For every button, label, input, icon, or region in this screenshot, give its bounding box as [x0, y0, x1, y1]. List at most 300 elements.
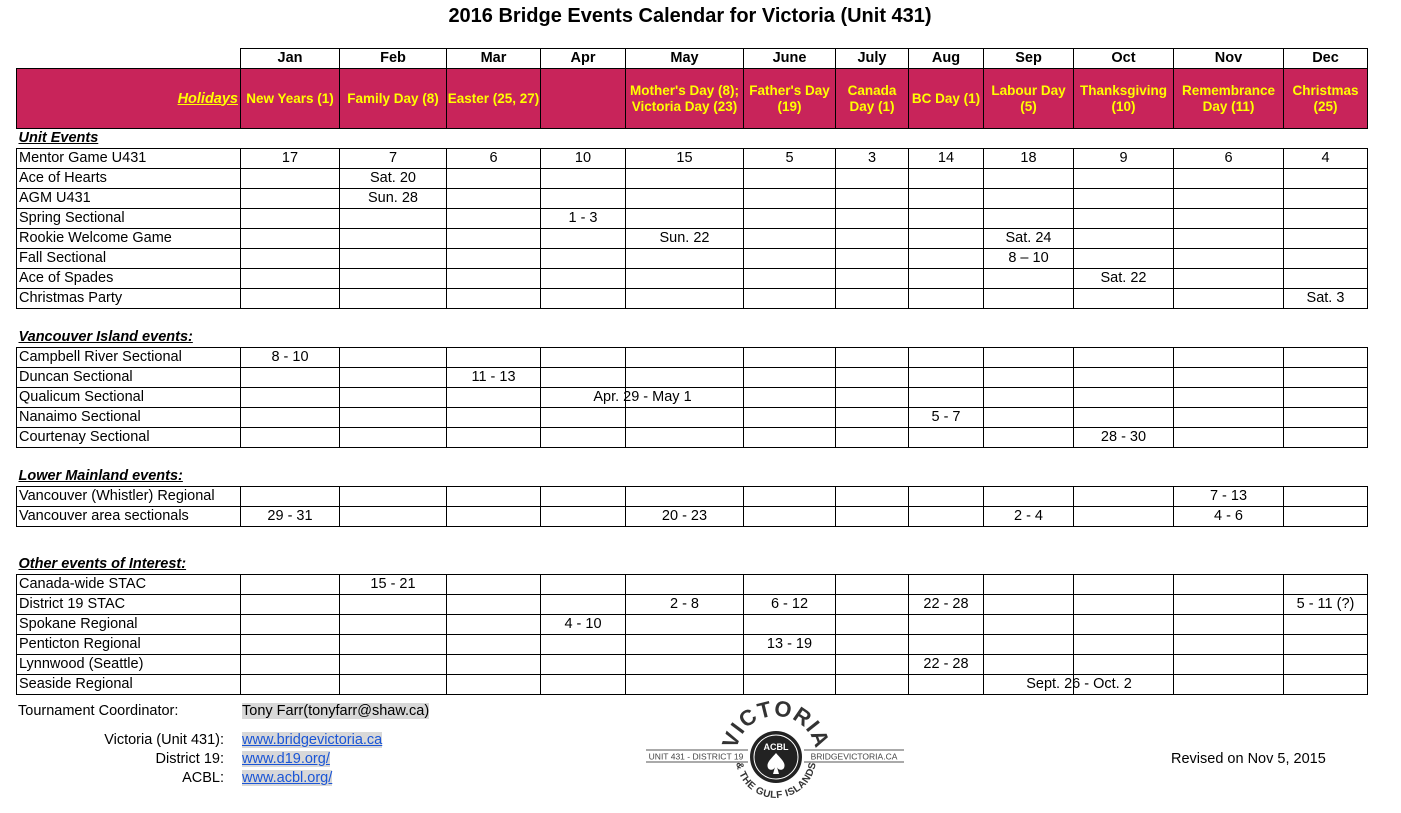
event-date-cell: [541, 368, 626, 388]
event-name: AGM U431: [17, 189, 241, 209]
district-label: District 19:: [155, 751, 224, 767]
event-date-cell: 6 - 12: [744, 595, 836, 615]
event-date-cell: Sun. 28: [340, 189, 447, 209]
event-date-cell: [836, 289, 909, 309]
event-date-cell: [447, 428, 541, 448]
event-date-cell: [1074, 575, 1174, 595]
event-date-cell: [1074, 249, 1174, 269]
event-date-cell: [836, 249, 909, 269]
event-date-cell: [626, 249, 744, 269]
event-date-cell: [909, 575, 984, 595]
holiday-cell: Canada Day (1): [836, 69, 909, 129]
section-heading-row: [17, 467, 1368, 487]
event-date-cell: [626, 635, 744, 655]
event-date-cell: [836, 408, 909, 428]
event-date-cell: [241, 169, 340, 189]
event-date-cell: [447, 269, 541, 289]
event-date-cell: [447, 408, 541, 428]
event-date-cell: [1284, 388, 1368, 408]
event-date-cell: [984, 348, 1074, 368]
spacer-cell: [17, 448, 1368, 468]
event-date-cell: [447, 348, 541, 368]
event-date-cell: [744, 575, 836, 595]
event-date-cell: [1174, 348, 1284, 368]
event-row: [17, 289, 1368, 309]
event-date-cell: [836, 348, 909, 368]
event-date-cell: 4 - 6: [1174, 507, 1284, 527]
event-date-cell: [836, 189, 909, 209]
event-date-cell: [340, 368, 447, 388]
event-date-cell: [541, 428, 626, 448]
header-blank: [17, 49, 241, 69]
event-date-cell: [984, 408, 1074, 428]
event-date-cell: 18: [984, 149, 1074, 169]
event-date-cell: 13 - 19: [744, 635, 836, 655]
event-date-cell: [1074, 507, 1174, 527]
event-date-cell: [340, 269, 447, 289]
event-date-cell: [909, 269, 984, 289]
event-date-cell: [541, 169, 626, 189]
event-date-cell: [1174, 209, 1284, 229]
event-date-cell: [447, 487, 541, 507]
event-date-cell: [1174, 408, 1284, 428]
holiday-cell: Thanksgiving (10): [1074, 69, 1174, 129]
event-date-cell: [1284, 675, 1368, 695]
event-date-cell: [984, 595, 1074, 615]
event-date-cell: [984, 635, 1074, 655]
event-date-cell: [340, 408, 447, 428]
event-date-cell: 4: [1284, 149, 1368, 169]
month-header: Jan: [241, 49, 340, 69]
event-date-cell: [340, 249, 447, 269]
event-date-cell: [626, 348, 744, 368]
event-date-cell: [1074, 595, 1174, 615]
event-date-cell: [836, 388, 909, 408]
event-date-cell: 5 - 11 (?): [1284, 595, 1368, 615]
holiday-cell: Christmas (25): [1284, 69, 1368, 129]
event-date-cell: Sat. 20: [340, 169, 447, 189]
event-date-cell: [447, 169, 541, 189]
event-date-cell: [984, 209, 1074, 229]
event-date-cell: [744, 209, 836, 229]
event-date-cell: [447, 507, 541, 527]
event-date-cell: [1074, 169, 1174, 189]
event-date-cell: [744, 428, 836, 448]
event-date-cell: [541, 635, 626, 655]
event-date-cell: [626, 575, 744, 595]
event-date-cell: [909, 615, 984, 635]
event-row: [17, 487, 1368, 507]
event-date-cell: [744, 675, 836, 695]
event-date-cell: [447, 675, 541, 695]
event-date-cell: [340, 615, 447, 635]
event-date-cell: [447, 289, 541, 309]
event-date-cell: [1284, 507, 1368, 527]
event-date-cell: [836, 229, 909, 249]
event-date-cell: [909, 507, 984, 527]
event-row: [17, 388, 1368, 408]
event-date-cell: [541, 289, 626, 309]
event-row: [17, 575, 1368, 595]
event-date-cell: [447, 635, 541, 655]
event-row: [17, 169, 1368, 189]
event-date-cell: [1174, 388, 1284, 408]
event-date-cell: 2 - 8: [626, 595, 744, 615]
event-date-cell: [626, 487, 744, 507]
event-date-cell: [541, 229, 626, 249]
event-date-cell: [744, 655, 836, 675]
month-header: Nov: [1174, 49, 1284, 69]
event-date-cell: [241, 635, 340, 655]
event-date-cell: [241, 368, 340, 388]
event-date-cell: [984, 655, 1074, 675]
event-date-cell: [1074, 408, 1174, 428]
event-date-cell: 15 - 21: [340, 575, 447, 595]
event-name: Duncan Sectional: [17, 368, 241, 388]
event-date-cell: [241, 655, 340, 675]
event-date-cell: [909, 169, 984, 189]
event-date-cell: [241, 487, 340, 507]
event-date-cell: [909, 635, 984, 655]
event-date-cell: [340, 229, 447, 249]
event-date-cell: [744, 289, 836, 309]
section-heading-row: [17, 328, 1368, 348]
event-date-cell: [241, 428, 340, 448]
event-row: [17, 675, 1368, 695]
event-date-span-text: Apr. 29 - May 1: [593, 389, 692, 405]
event-date-cell: 9: [1074, 149, 1174, 169]
event-date-cell: 8 – 10: [984, 249, 1074, 269]
event-date-cell: [1074, 229, 1174, 249]
event-date-cell: [984, 388, 1074, 408]
section-heading: Unit Events: [18, 130, 99, 146]
event-date-cell: [1174, 575, 1284, 595]
event-date-cell: [447, 655, 541, 675]
district-link[interactable]: www.d19.org/: [242, 751, 330, 767]
event-date-cell: [836, 209, 909, 229]
event-date-cell: [836, 169, 909, 189]
event-row: [17, 408, 1368, 428]
event-date-cell: [744, 189, 836, 209]
event-row: [17, 249, 1368, 269]
event-date-cell: [1074, 289, 1174, 309]
holiday-cell: Family Day (8): [340, 69, 447, 129]
event-date-cell: [836, 675, 909, 695]
event-date-cell: [241, 408, 340, 428]
event-date-cell: [1074, 189, 1174, 209]
event-date-cell: [626, 289, 744, 309]
event-date-cell: [541, 269, 626, 289]
logo-top-text: VICTORIA: [717, 700, 835, 752]
event-date-cell: 2 - 4: [984, 507, 1074, 527]
event-date-cell: [1284, 575, 1368, 595]
event-date-cell: [626, 428, 744, 448]
month-header: Feb: [340, 49, 447, 69]
event-date-cell: 29 - 31: [241, 507, 340, 527]
event-date-cell: [1284, 229, 1368, 249]
event-name: Courtenay Sectional: [17, 428, 241, 448]
event-row: [17, 428, 1368, 448]
event-date-cell: [241, 209, 340, 229]
event-date-cell: 5: [744, 149, 836, 169]
event-date-cell: [541, 408, 626, 428]
event-date-cell: [1074, 209, 1174, 229]
month-header: Mar: [447, 49, 541, 69]
event-date-cell: [984, 615, 1074, 635]
event-date-cell: [836, 595, 909, 615]
event-date-cell: 22 - 28: [909, 595, 984, 615]
event-name: Penticton Regional: [17, 635, 241, 655]
event-date-cell: [1174, 368, 1284, 388]
event-date-cell: Sun. 22: [626, 229, 744, 249]
acbl-label: ACBL:: [182, 770, 224, 786]
event-date-cell: [340, 289, 447, 309]
event-date-cell: [1174, 428, 1284, 448]
event-date-cell: [340, 507, 447, 527]
event-row: [17, 229, 1368, 249]
holiday-cell: BC Day (1): [909, 69, 984, 129]
logo-left-text: UNIT 431 - DISTRICT 19: [648, 751, 744, 762]
event-date-cell: [1284, 487, 1368, 507]
event-date-cell: [1174, 229, 1284, 249]
event-name: District 19 STAC: [17, 595, 241, 615]
event-date-cell: [984, 575, 1074, 595]
section-spacer: [17, 527, 1368, 556]
event-row: [17, 348, 1368, 368]
event-date-cell: [1284, 615, 1368, 635]
event-date-cell: [836, 368, 909, 388]
event-date-cell: [241, 575, 340, 595]
event-row: [17, 635, 1368, 655]
section-heading: Lower Mainland events:: [18, 468, 183, 484]
event-name: Ace of Hearts: [17, 169, 241, 189]
event-date-cell: 7: [340, 149, 447, 169]
logo-center-text: ACBL: [763, 742, 789, 752]
month-header: May: [626, 49, 744, 69]
event-row: [17, 209, 1368, 229]
event-date-cell: [744, 229, 836, 249]
event-date-cell: 7 - 13: [1174, 487, 1284, 507]
event-date-cell: [909, 348, 984, 368]
event-date-cell: [744, 169, 836, 189]
event-row: [17, 507, 1368, 527]
event-row: [17, 189, 1368, 209]
event-date-cell: [340, 487, 447, 507]
event-date-cell: [241, 289, 340, 309]
event-date-cell: [340, 209, 447, 229]
event-date-cell: [541, 575, 626, 595]
section-spacer: [17, 448, 1368, 468]
acbl-link[interactable]: www.acbl.org/: [242, 770, 333, 786]
logo-bottom-text: & THE GULF ISLANDS: [733, 761, 819, 802]
event-date-cell: [1074, 655, 1174, 675]
event-date-cell: [241, 249, 340, 269]
event-date-cell: [626, 368, 744, 388]
logo-right-text: BRIDGEVICTORIA.CA: [810, 751, 898, 762]
event-date-cell: 14: [909, 149, 984, 169]
event-date-cell: [836, 575, 909, 595]
event-date-cell: [241, 595, 340, 615]
event-date-cell: Sat. 22: [1074, 269, 1174, 289]
event-date-cell: 15: [626, 149, 744, 169]
holiday-cell: [541, 69, 626, 129]
holiday-cell: Father's Day (19): [744, 69, 836, 129]
event-date-cell: Sat. 24: [984, 229, 1074, 249]
event-name: Ace of Spades: [17, 269, 241, 289]
event-date-cell: [1074, 348, 1174, 368]
event-date-cell: [836, 487, 909, 507]
event-date-cell: 5 - 7: [909, 408, 984, 428]
victoria-label: Victoria (Unit 431):: [104, 732, 224, 748]
event-date-cell: [626, 209, 744, 229]
event-date-span-text: Sept. 26 - Oct. 2: [1026, 676, 1132, 692]
event-date-cell: [1074, 368, 1174, 388]
event-row: [17, 149, 1368, 169]
holidays-row: [17, 69, 1368, 129]
event-date-cell: [626, 169, 744, 189]
event-date-span: [984, 675, 1132, 695]
event-date-cell: [447, 209, 541, 229]
event-date-cell: [836, 269, 909, 289]
section-heading-row: [17, 555, 1368, 575]
event-date-cell: [984, 487, 1074, 507]
event-date-cell: [447, 575, 541, 595]
event-date-cell: [744, 507, 836, 527]
event-date-cell: 1 - 3: [541, 209, 626, 229]
event-date-cell: [984, 289, 1074, 309]
events-calendar-table: [16, 48, 1368, 695]
month-header: Sep: [984, 49, 1074, 69]
event-date-cell: [1284, 635, 1368, 655]
event-date-cell: [1174, 189, 1284, 209]
event-date-cell: [1284, 348, 1368, 368]
section-spacer: [17, 309, 1368, 329]
event-name: Spring Sectional: [17, 209, 241, 229]
holiday-cell: Easter (25, 27): [447, 69, 541, 129]
event-date-cell: [541, 595, 626, 615]
event-date-cell: [241, 615, 340, 635]
coordinator-value: Tony Farr(tonyfarr@shaw.ca): [242, 703, 430, 719]
holiday-cell: Mother's Day (8); Victoria Day (23): [626, 69, 744, 129]
event-date-cell: [626, 655, 744, 675]
event-date-cell: [340, 428, 447, 448]
event-date-cell: [984, 169, 1074, 189]
month-header-row: [17, 49, 1368, 69]
event-date-cell: [744, 249, 836, 269]
event-date-cell: [340, 655, 447, 675]
month-header: Dec: [1284, 49, 1368, 69]
event-row: [17, 595, 1368, 615]
event-date-cell: [984, 189, 1074, 209]
event-date-cell: [447, 249, 541, 269]
event-date-span: [541, 388, 692, 408]
event-date-cell: [241, 675, 340, 695]
event-date-cell: [1284, 408, 1368, 428]
event-date-cell: [909, 388, 984, 408]
event-date-cell: [1174, 635, 1284, 655]
event-date-cell: [541, 189, 626, 209]
event-date-cell: [626, 408, 744, 428]
event-date-cell: [909, 209, 984, 229]
event-name: Campbell River Sectional: [17, 348, 241, 368]
event-date-cell: [1174, 595, 1284, 615]
event-date-cell: [541, 348, 626, 368]
month-header: June: [744, 49, 836, 69]
holiday-cell: Remembrance Day (11): [1174, 69, 1284, 129]
event-date-cell: [909, 189, 984, 209]
event-date-cell: [340, 635, 447, 655]
event-date-cell: 11 - 13: [447, 368, 541, 388]
event-date-cell: [1284, 189, 1368, 209]
event-name: Nanaimo Sectional: [17, 408, 241, 428]
event-date-cell: 4 - 10: [541, 615, 626, 635]
event-date-cell: [1074, 487, 1174, 507]
event-date-cell: 17: [241, 149, 340, 169]
event-date-cell: 28 - 30: [1074, 428, 1174, 448]
event-date-cell: [1074, 635, 1174, 655]
event-date-cell: [1174, 655, 1284, 675]
event-date-cell: [1174, 289, 1284, 309]
event-name: Qualicum Sectional: [17, 388, 241, 408]
event-row: [17, 655, 1368, 675]
event-date-cell: [909, 249, 984, 269]
holiday-cell: New Years (1): [241, 69, 340, 129]
section-heading-row: [17, 129, 1368, 149]
event-date-cell: 3: [836, 149, 909, 169]
event-date-cell: [1284, 169, 1368, 189]
event-date-cell: [541, 655, 626, 675]
spacer-cell: [17, 527, 1368, 556]
event-date-cell: [909, 428, 984, 448]
event-date-cell: [626, 675, 744, 695]
event-date-cell: [241, 229, 340, 249]
section-heading: Other events of Interest:: [18, 556, 187, 572]
month-header: Aug: [909, 49, 984, 69]
event-row: [17, 615, 1368, 635]
event-date-cell: [1284, 249, 1368, 269]
event-date-cell: [241, 269, 340, 289]
month-header: Apr: [541, 49, 626, 69]
event-name: Seaside Regional: [17, 675, 241, 695]
event-date-cell: [1174, 169, 1284, 189]
event-date-cell: Sat. 3: [1284, 289, 1368, 309]
event-date-cell: [340, 595, 447, 615]
event-date-cell: [541, 507, 626, 527]
event-name: Spokane Regional: [17, 615, 241, 635]
event-date-cell: 6: [1174, 149, 1284, 169]
event-date-cell: [744, 368, 836, 388]
event-date-cell: [340, 388, 447, 408]
revised-date: Revised on Nov 5, 2015: [1171, 751, 1326, 767]
victoria-link[interactable]: www.bridgevictoria.ca: [242, 732, 383, 748]
event-date-cell: [447, 615, 541, 635]
coordinator-label: Tournament Coordinator:: [18, 703, 179, 719]
event-date-cell: [909, 229, 984, 249]
event-date-cell: [541, 487, 626, 507]
event-date-cell: [1284, 209, 1368, 229]
event-row: [17, 269, 1368, 289]
victoria-acbl-logo: [644, 700, 906, 804]
event-name: Mentor Game U431: [17, 149, 241, 169]
spacer-cell: [17, 309, 1368, 329]
event-date-cell: [909, 487, 984, 507]
event-date-cell: [626, 269, 744, 289]
event-date-cell: 10: [541, 149, 626, 169]
event-date-cell: [744, 615, 836, 635]
event-name: Christmas Party: [17, 289, 241, 309]
event-date-cell: [744, 408, 836, 428]
event-date-cell: [1174, 615, 1284, 635]
